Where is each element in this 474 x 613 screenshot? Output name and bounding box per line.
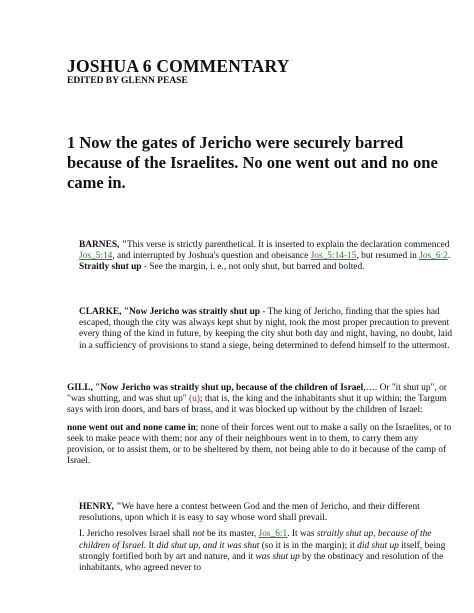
gill-subheading: none went out and none came in	[67, 422, 196, 433]
barnes-note	[67, 262, 457, 273]
henry-emphasis: did shut up	[357, 540, 399, 551]
barnes-text: .	[447, 251, 451, 262]
henry-emphasis: did shut up, and it was shut	[156, 540, 260, 551]
henry-text: (so it is in the margin); it	[259, 540, 358, 551]
barnes-section	[67, 240, 457, 274]
barnes-note-text: - See the margin, i. e., not only shut, but barred and bolted.	[141, 262, 365, 273]
gill-paragraph-2	[67, 423, 457, 468]
ref-link-jos-5-14-15[interactable]: Jos_5:14-15	[310, 251, 357, 262]
henry-label: HENRY, "	[79, 502, 122, 512]
clarke-label: CLARKE, "Now Jericho was straitly shut up	[79, 307, 260, 317]
barnes-text: This verse is strictly parenthetical. It is inserted to explain the declaration commenced	[126, 240, 450, 250]
clarke-section	[67, 307, 457, 352]
henry-text: I. Jericho resolves Israel shall	[79, 529, 193, 540]
henry-text: . It	[143, 540, 157, 551]
henry-text: by the obstinacy and resolution of the inhabitants, who agreed never to	[79, 551, 444, 574]
verse-heading: 1 Now the gates of Jericho were securely barred because of the Israelites. No one went out and no one came in.	[67, 133, 438, 192]
ref-link-jos-6-2[interactable]: Jos_6:2	[419, 251, 448, 262]
gill-text: ; none of their forces went out to make a sally on the Israelites, or to seek to make peace with them; nor any of their neighbours went in to them, to carry them any provision, or to assist them, or to be sheltered by them, not being able to do it because of the camp of Israel.	[67, 422, 452, 467]
clarke-text: - The king of Jericho, finding that the spies had escaped, though the city was always kept shut by night, took the most proper precaution to prevent every thing of the kind in future, by keeping the city shut both day and night, having, no doubt, laid in a sufficiency of provisions to stand a siege, being determined to defend himself to the uttermost.	[79, 307, 453, 351]
henry-emphasis: not	[192, 529, 205, 540]
gill-footnote-ref: (u)	[188, 394, 200, 405]
page-title: JOSHUA 6 COMMENTARY	[67, 56, 290, 76]
henry-emphasis: straitly shut up, because of the children of Israel	[79, 529, 432, 551]
gill-section	[67, 383, 457, 467]
ref-link-jos-5-14[interactable]: Jos_5:14	[79, 251, 113, 262]
gill-text: ; that is, the king and the inhabitants shut it up within; the Targum says with iron doors, and bars of brass, and it was blocked up without by the children of Israel:	[67, 394, 447, 416]
henry-emphasis: was shut up	[255, 551, 300, 562]
henry-paragraph	[67, 502, 457, 524]
henry-text: . It was	[287, 529, 317, 540]
page-subtitle: EDITED BY GLENN PEASE	[67, 76, 188, 86]
henry-text: We have here a contest between God and the men of Jericho, and their different resolutions, upon which it is easy to say whose word shall prevail.	[79, 502, 420, 524]
barnes-text: , and interrupted by Joshua's question and obeisance	[112, 251, 311, 262]
barnes-text: , but resumed in	[356, 251, 420, 262]
henry-text: be its master,	[204, 529, 259, 540]
gill-text: ,…. Or "it shut up", or "was shutting, and was shut up"	[67, 383, 447, 405]
henry-section	[67, 502, 457, 574]
ref-link-jos-6-1[interactable]: Jos_6:1	[258, 529, 288, 540]
gill-paragraph	[67, 383, 457, 417]
henry-text: itself, being strongly fortified both by art and nature, and it	[79, 540, 446, 562]
barnes-label: BARNES, "	[79, 240, 127, 250]
henry-paragraph-2	[67, 529, 457, 574]
clarke-paragraph	[67, 307, 457, 352]
gill-label: GILL, "Now Jericho was straitly shut up, because of the children of Israel	[67, 383, 364, 393]
barnes-note-label: Straitly shut up	[79, 262, 142, 273]
barnes-paragraph	[67, 240, 457, 262]
